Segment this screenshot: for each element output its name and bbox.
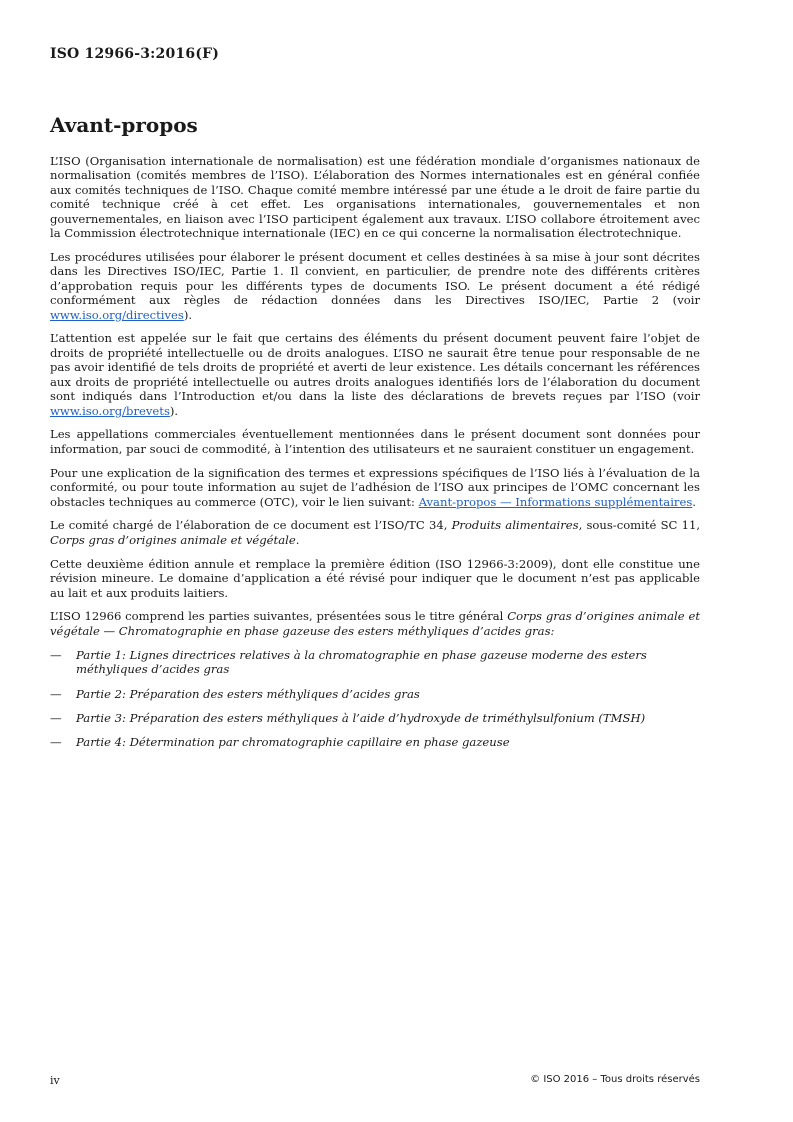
paragraph-parts-intro: L’ISO 12966 comprend les parties suivantes, présentées sous le titre général Corps gras d’origines animale et végétale — Chromatographie en phase gazeuse des esters méthyliques d’acides gras: xyxy=(50,609,700,638)
paragraph-edition: Cette deuxième édition annule et remplace la première édition (ISO 12966-3:2009), dont elle constitue une révision mineure. Le domaine d’application a été révisé pour indiquer que le document n’est pas applicable au lait et aux produits laitiers. xyxy=(50,556,700,600)
document-identifier: ISO 12966-3:2016(F) xyxy=(50,46,220,62)
page-number: iv xyxy=(50,1074,60,1087)
list-item: — Partie 2: Préparation des esters méthyliques d’acides gras xyxy=(50,686,420,701)
dash-marker: — xyxy=(50,647,62,662)
paragraph-procedures: Les procédures utilisées pour élaborer le présent document et celles destinées à sa mise à jour sont décrites dans les Directives ISO/IEC, Partie 1. Il convient, en particulier, de prendre note des différents critères d’approbation requis pour les différents types de documents ISO. Le présent document a été rédigé conformément aux règles de rédaction données dans les Directives ISO/IEC, Partie 2 (voir www.iso.org/directives). xyxy=(50,249,700,322)
paragraph-iso-intro: L’ISO (Organisation internationale de normalisation) est une fédération mondiale d’organismes nationaux de normalisation (comités membres de l’ISO). L’élaboration des Normes internationales est en général confiée aux comités techniques de l’ISO. Chaque comité membre intéressé par une étude a le droit de faire partie du comité technique créé à cet effet. Les organisations internationales, gouvernementales et non gouvernementales, en liaison avec l’ISO participent également aux travaux. L’ISO collabore étroitement avec la Commission électrotechnique internationale (IEC) en ce qui concerne la normalisation électrotechnique. xyxy=(50,154,700,241)
list-item: — Partie 3: Préparation des esters méthyliques à l’aide d’hydroxyde de triméthylsulfonium (TMSH) xyxy=(50,711,646,725)
paragraph-trade-names: Les appellations commerciales éventuellement mentionnées dans le présent document sont données pour information, par souci de commodité, à l’intention des utilisateurs et ne sauraient constituer un engagement. xyxy=(50,427,700,456)
copyright-notice: © ISO 2016 – Tous droits réservés xyxy=(530,1074,700,1085)
section-title: Avant-propos xyxy=(50,113,198,137)
paragraph-patents: L’attention est appelée sur le fait que certains des éléments du présent document peuvent faire l’objet de droits de propriété intellectuelle ou de droits analogues. L’ISO ne saurait être tenue pour responsable de ne pas avoir identifié de tels droits de propriété et averti de leur existence. Les détails concernant les références aux droits de propriété intellectuelle ou autres droits analogues identifiés lors de l’élaboration du document sont indiqués dans l’Introduction et/ou dans la liste des déclarations de brevets reçues par l’ISO (voir www.iso.org/brevets). xyxy=(50,331,700,418)
link-directives[interactable]: www.iso.org/directives xyxy=(50,307,184,322)
list-item: — Partie 4: Détermination par chromatographie capillaire en phase gazeuse xyxy=(50,735,510,750)
dash-marker: — xyxy=(50,735,62,750)
link-foreword-info[interactable]: Avant-propos — Informations supplémentaires xyxy=(418,494,693,509)
dash-marker: — xyxy=(50,686,62,701)
paragraph-committee: Le comité chargé de l’élaboration de ce document est l’ISO/TC 34, Produits alimentaires, sous-comité SC 11, Corps gras d’origines animale et végétale. xyxy=(50,518,701,547)
foreword-body xyxy=(50,154,700,760)
list-item: — Partie 1: Lignes directrices relatives à la chromatographie en phase gazeuse moderne des esters méthyliques d’acides gras xyxy=(50,647,647,677)
link-brevets[interactable]: www.iso.org/brevets xyxy=(50,403,170,418)
parts-list xyxy=(50,648,700,750)
dash-marker: — xyxy=(50,711,62,725)
paragraph-conformity: Pour une explication de la signification des termes et expressions spécifiques de l’ISO liés à l’évaluation de la conformité, ou pour toute information au sujet de l’adhésion de l’ISO aux principes de l’OMC concernant les obstacles techniques au commerce (OTC), voir le lien suivant: Avant-propos — Informations supplémentaires. xyxy=(50,465,700,509)
